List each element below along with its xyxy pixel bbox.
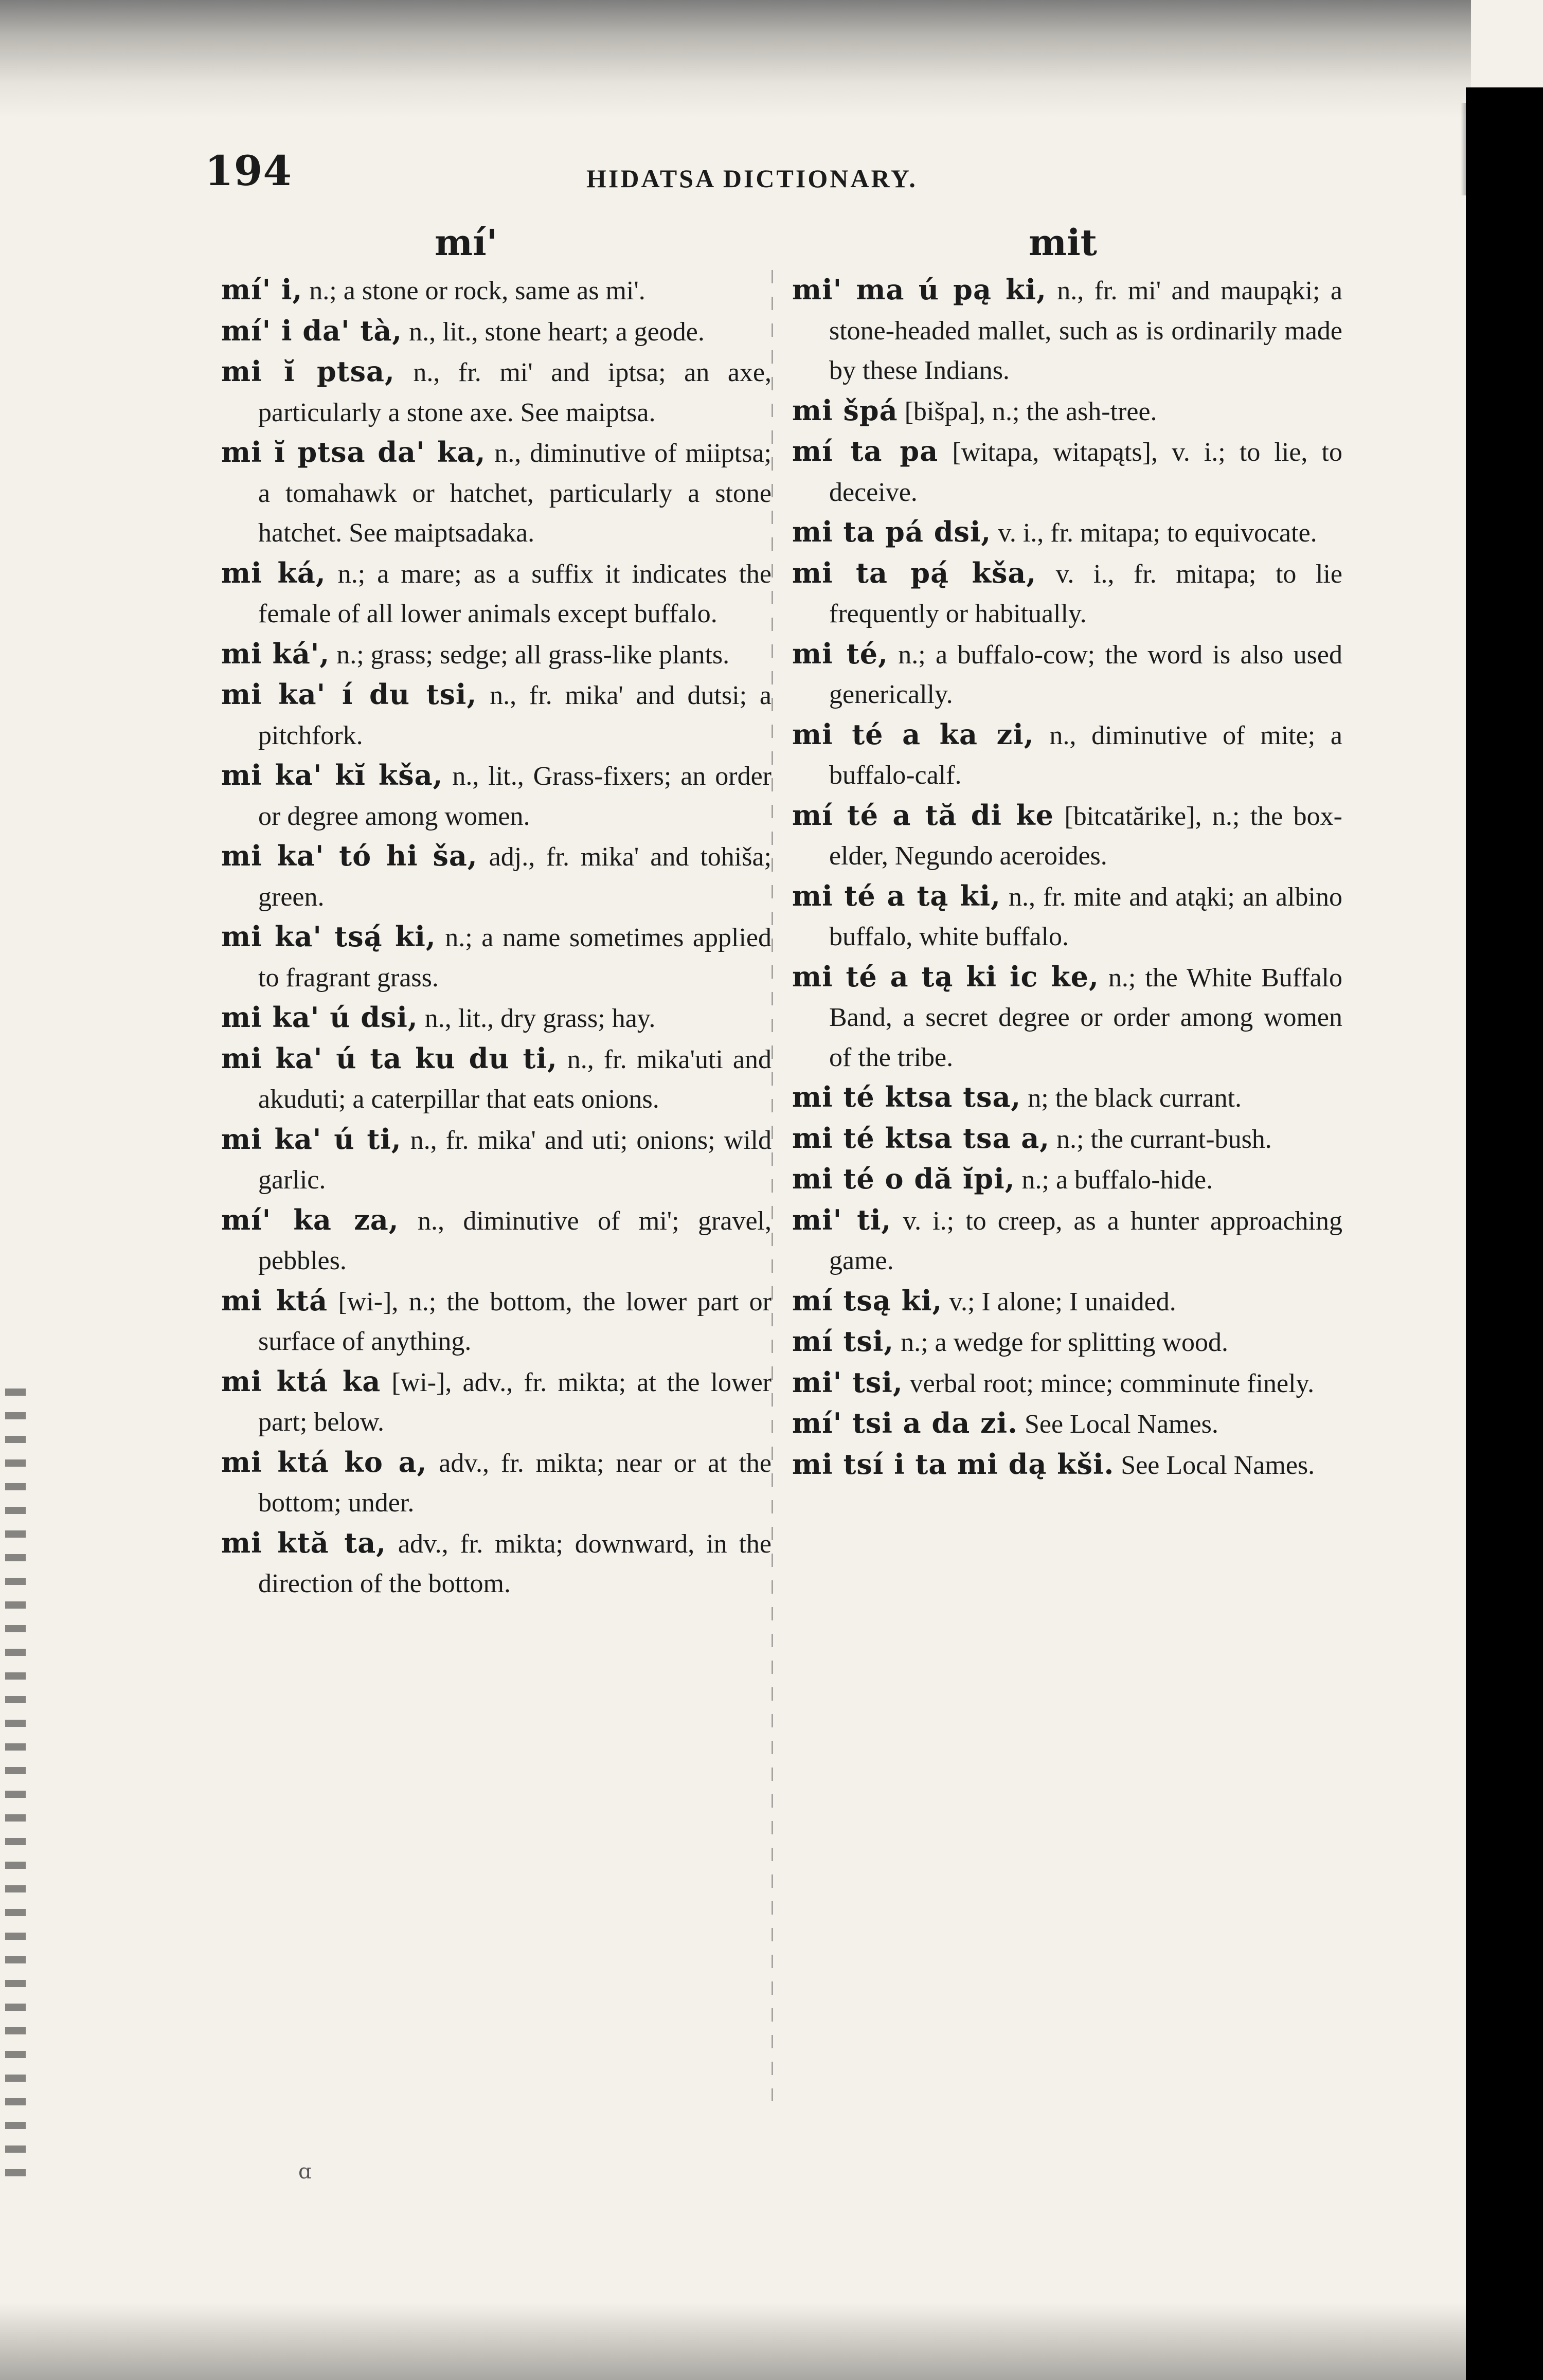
dictionary-entry (221, 755, 772, 836)
entry-definition: v.; I alone; I unaided. (942, 1287, 1176, 1317)
scan-edge-bottom (0, 2303, 1471, 2380)
book-spine-shadow (1466, 87, 1543, 2380)
entry-definition: [witapa, witapąts], v. i.; to lie, to deceive. (829, 438, 1342, 507)
margin-scan-marks (5, 1389, 26, 2186)
entry-definition: n., diminutive of mite; a buffalo-calf. (829, 720, 1342, 790)
entry-headword: mi té, (792, 637, 888, 670)
entry-definition: n.; a buffalo-cow; the word is also used generically. (829, 640, 1342, 709)
entry-headword: mí' ka za, (221, 1203, 399, 1236)
entry-headword: mí tsi, (792, 1325, 894, 1358)
entry-definition: [wi-], adv., fr. mikta; at the lower part; below. (258, 1367, 772, 1437)
entry-headword: mí tsą ki, (792, 1284, 943, 1317)
entry-headword: mi ka' ú dsi, (221, 1001, 418, 1034)
entry-headword: mi té o dă ĭpi, (792, 1162, 1015, 1195)
dictionary-entry (221, 1200, 772, 1281)
entry-headword: mi ĭ ptsa, (221, 355, 395, 388)
entry-headword: mi' ma ú pą ki, (792, 273, 1047, 306)
entry-definition: n.; a mare; as a suffix it indicates the female of all lower animals except buffalo. (258, 559, 772, 628)
entry-headword: mi ka' ú ti, (221, 1122, 402, 1156)
entry-definition: n., diminutive of mi'; gravel, pebbles. (258, 1206, 772, 1275)
entry-definition: See Local Names. (1114, 1450, 1315, 1480)
entry-headword: mi špá (792, 393, 898, 427)
dictionary-entry (221, 1281, 772, 1362)
left-column (221, 270, 772, 1604)
dictionary-entry (221, 432, 772, 553)
entry-headword: mi té a ka zi, (792, 717, 1034, 751)
dictionary-entry (221, 311, 772, 352)
dictionary-entry (792, 553, 1342, 634)
right-column (792, 270, 1342, 1485)
entry-definition: n., fr. mi' and maupąki; a stone-headed mallet, such as is ordinarily made by these Indians. (829, 276, 1342, 385)
dictionary-entry (792, 1077, 1342, 1119)
dictionary-entry (221, 1039, 772, 1120)
dictionary-entry (792, 715, 1342, 796)
entry-headword: mi té a tą ki ic ke, (792, 960, 1099, 993)
dictionary-entry (221, 1362, 772, 1443)
entry-definition: v. i.; to creep, as a hunter approaching game. (829, 1206, 1342, 1275)
dictionary-entry (221, 1120, 772, 1200)
dictionary-entry (792, 512, 1342, 553)
running-title: HIDATSA DICTIONARY. (586, 164, 918, 193)
entry-definition: adv., fr. mikta; downward, in the direction of the bottom. (258, 1529, 772, 1598)
dictionary-entry (221, 553, 772, 634)
entry-headword: mi té a tą ki, (792, 879, 1001, 912)
entry-definition: n., diminutive of miiptsa; a tomahawk or hatchet, particularly a stone hatchet. See maiptsadaka. (258, 439, 772, 548)
entry-headword: mi ká', (221, 637, 330, 670)
entry-headword: mi tsí i ta mi dą kši. (792, 1447, 1115, 1481)
dictionary-entry (792, 634, 1342, 715)
entry-headword: mi' tsi, (792, 1365, 903, 1399)
entry-definition: n.; a wedge for splitting wood. (894, 1328, 1229, 1357)
entry-headword: mi ka' tó hi ša, (221, 839, 478, 872)
entry-headword: mí' tsi a da zi. (792, 1407, 1018, 1439)
page-number: 194 (205, 147, 292, 195)
entry-definition: n.; the currant-bush. (1050, 1124, 1272, 1154)
dictionary-entry (792, 1159, 1342, 1200)
entry-definition: verbal root; mince; comminute finely. (903, 1368, 1315, 1398)
entry-headword: mi ta pá dsi, (792, 515, 992, 548)
dictionary-entry (792, 1445, 1342, 1486)
entry-definition: n., fr. mika' and dutsi; a pitchfork. (258, 681, 772, 750)
entry-headword: mi ká, (221, 556, 326, 589)
entry-headword: mí' i, (221, 273, 303, 306)
entry-definition: adj., fr. mika' and tohiša; green. (258, 842, 772, 912)
dictionary-entry (792, 1403, 1342, 1445)
dictionary-entry (221, 1523, 772, 1604)
dictionary-entry (221, 634, 772, 675)
entry-definition: n.; the White Buffalo Band, a secret degree or order among women of the tribe. (829, 963, 1342, 1072)
entry-definition: n., fr. mite and atąki; an albino buffalo, white buffalo. (829, 882, 1342, 951)
entry-definition: v. i., fr. mitapa; to lie frequently or habitually. (829, 559, 1342, 628)
dictionary-entry (221, 917, 772, 998)
dictionary-entry (792, 1200, 1342, 1281)
entry-headword: mi ktá (221, 1284, 328, 1317)
dictionary-entry (221, 352, 772, 432)
entry-headword: mi ka' í du tsi, (221, 678, 477, 711)
entry-definition: adv., fr. mikta; near or at the bottom; under. (258, 1448, 772, 1518)
entry-headword: mi ktá ka (221, 1364, 381, 1398)
entry-headword: mí té a tă di ke (792, 798, 1054, 832)
entry-definition: n., lit., dry grass; hay. (418, 1004, 656, 1033)
entry-headword: mi ka' kĭ kša, (221, 759, 443, 791)
dictionary-entry (792, 1281, 1342, 1322)
entry-definition: n., lit., stone heart; a geode. (402, 317, 705, 347)
dictionary-entry (221, 270, 772, 311)
dictionary-entry (221, 998, 772, 1039)
entry-headword: mi' ti, (792, 1203, 892, 1236)
dictionary-entry (792, 431, 1342, 512)
dictionary-entry (792, 1363, 1342, 1404)
entry-headword: mí ta pa (792, 435, 939, 467)
entry-headword: mi ka' ú ta ku du ti, (221, 1041, 558, 1075)
dictionary-entry (792, 957, 1342, 1078)
entry-definition: n.; a buffalo-hide. (1015, 1165, 1213, 1195)
entry-headword: mi té ktsa tsa a, (792, 1121, 1050, 1155)
column-divider (772, 270, 773, 2101)
guide-word-right: mit (1029, 221, 1097, 264)
entry-headword: mi ktă ta, (221, 1526, 387, 1559)
entry-definition: v. i., fr. mitapa; to equivocate. (991, 518, 1317, 548)
entry-definition: n.; a stone or rock, same as mi'. (302, 276, 645, 305)
entry-headword: mi ĭ ptsa da' ka, (221, 436, 486, 468)
dictionary-entry (792, 1119, 1342, 1160)
dictionary-entry (221, 675, 772, 755)
entry-headword: mi ta pą́ kša, (792, 556, 1037, 589)
entry-definition: n., fr. mika' and uti; onions; wild garlic. (258, 1125, 772, 1195)
dictionary-entry (221, 1443, 772, 1523)
bottom-mark: ɑ (298, 2160, 312, 2184)
entry-definition: n., fr. mika'uti and akuduti; a caterpillar that eats onions. (258, 1044, 772, 1114)
book-spine-flare (1461, 103, 1481, 195)
entry-headword: mí' i da' tà, (221, 314, 403, 347)
dictionary-entry (792, 391, 1342, 432)
entry-definition: n.; grass; sedge; all grass-like plants. (330, 640, 730, 670)
entry-definition: n.; a name sometimes applied to fragrant grass. (258, 923, 772, 993)
guide-word-left: mí' (435, 221, 498, 264)
entry-definition: n., lit., Grass-fixers; an order or degree among women. (258, 762, 772, 831)
dictionary-entry (792, 876, 1342, 957)
dictionary-entry (792, 270, 1342, 391)
entry-headword: mi té ktsa tsa, (792, 1080, 1021, 1113)
scan-edge-top (0, 0, 1471, 118)
entry-headword: mi ka' tsą́ ki, (221, 920, 436, 953)
entry-definition: n; the black currant. (1021, 1084, 1242, 1113)
entry-definition: [bišpa], n.; the ash-tree. (898, 396, 1157, 426)
entry-definition: n., fr. mi' and iptsa; an axe, particularly a stone axe. See maiptsa. (258, 358, 772, 427)
entry-definition: See Local Names. (1017, 1410, 1218, 1439)
dictionary-entry (792, 796, 1342, 876)
dictionary-entry (792, 1322, 1342, 1363)
entry-definition: [wi-], n.; the bottom, the lower part or surface of anything. (258, 1287, 772, 1356)
dictionary-entry (221, 836, 772, 917)
entry-definition: [bitcatărike], n.; the box-elder, Negundo aceroides. (829, 801, 1342, 871)
entry-headword: mi ktá ko a, (221, 1445, 427, 1479)
